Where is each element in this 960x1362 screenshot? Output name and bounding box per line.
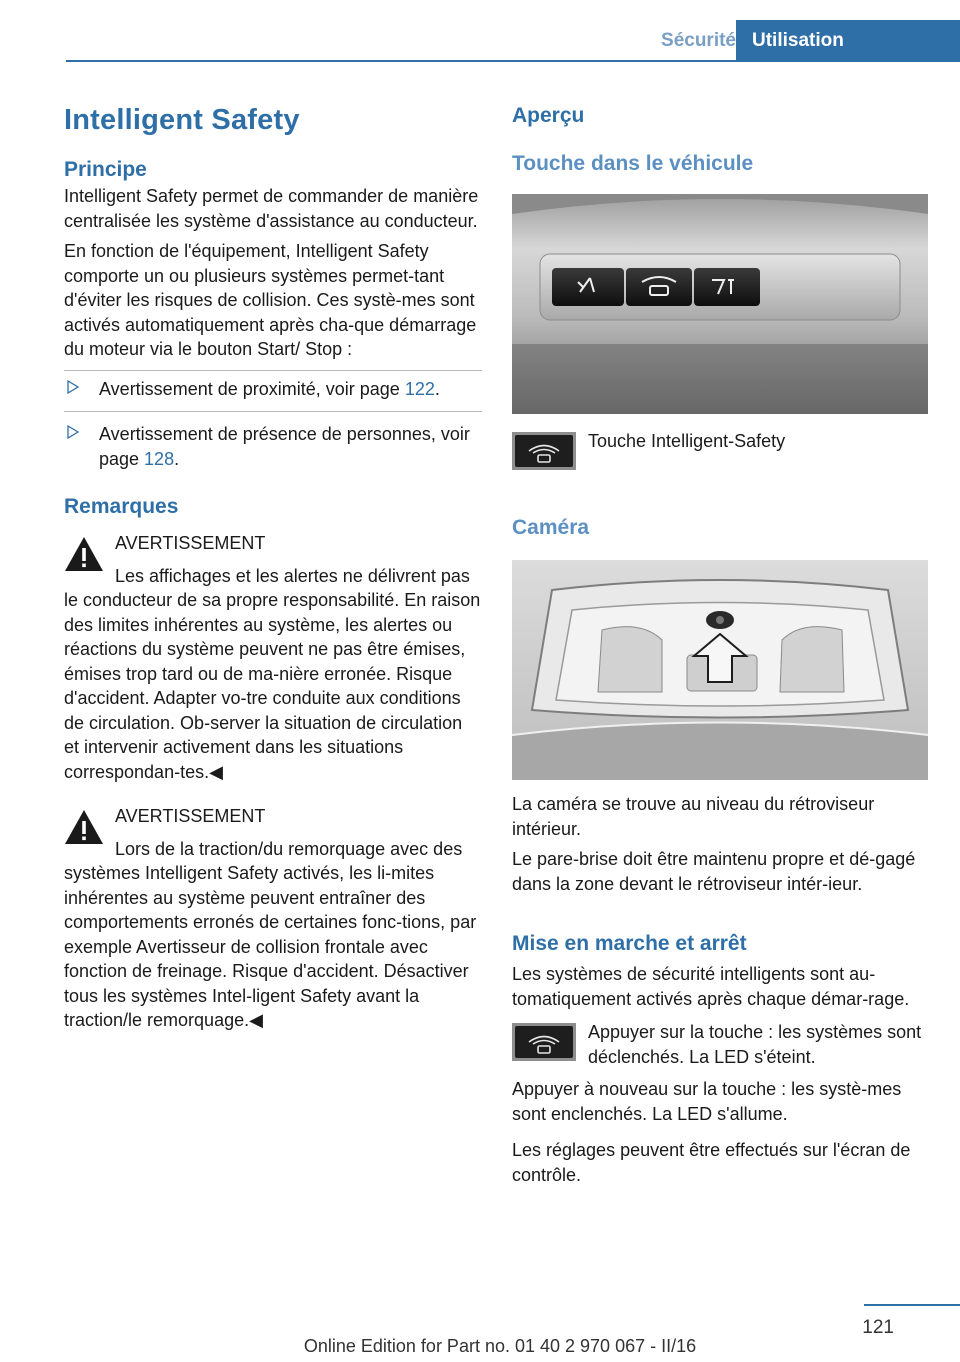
header-section-tab[interactable]: Sécurité (661, 30, 736, 51)
feature-list (64, 370, 482, 482)
overview-heading: Aperçu (512, 104, 585, 127)
onoff-paragraph-1: Les systèmes de sécurité intelligents sont au-tomatiquement activés après chaque démar-rage. (512, 964, 910, 1009)
button-heading: Touche dans le véhicule (512, 152, 754, 175)
page-number: 121 (862, 1317, 894, 1338)
warning-title: AVERTISSEMENT (115, 533, 266, 553)
onoff-heading: Mise en marche et arrêt (512, 932, 747, 955)
button-panel-image (512, 194, 928, 414)
list-item-text: Avertissement de proximité, voir page (99, 378, 405, 399)
header-chapter-tab[interactable]: Utilisation (736, 20, 960, 62)
principle-heading: Principe (64, 158, 147, 181)
edition-note: Online Edition for Part no. 01 40 2 970 067 - II/16 (303, 1336, 697, 1356)
header-rule (66, 60, 960, 62)
page-header (66, 20, 960, 62)
camera-location-image (512, 560, 928, 780)
warning-body: Lors de la traction/du remorquage avec des systèmes Intelligent Safety activés, les li-mites inhérentes au système peuvent entraîner des comportements erronés de certaines fonc-tions, par exemple Avertisseur de collision frontale avec fonction de freinage. Risque d'accident. Désactiver tous les systèmes Intel-ligent Safety avant la traction/le remorquage.◀ (64, 838, 477, 1030)
intelligent-safety-button-icon (512, 432, 576, 470)
onoff-button-caption: Appuyer sur la touche : les systèmes sont déclenchés. La LED s'éteint. (588, 1022, 922, 1067)
list-item: Avertissement de proximité, voir page 122. (64, 370, 482, 412)
left-column (64, 100, 482, 1033)
button-caption: Touche Intelligent-Safety (588, 431, 786, 451)
principle-paragraph-1: Intelligent Safety permet de commander de manière centralisée les système d'assistance au conducteur. (64, 186, 479, 231)
camera-paragraph-2: Le pare-brise doit être maintenu propre et dé-gagé dans la zone devant le rétroviseur intér-ieur. (512, 849, 916, 894)
onoff-paragraph-2: Appuyer à nouveau sur la touche : les systè-mes sont enclenchés. La LED s'allume. (512, 1079, 902, 1124)
button-legend (512, 432, 930, 470)
page-title: Intelligent Safety (64, 104, 300, 136)
warning-title: AVERTISSEMENT (115, 806, 266, 826)
warning-body: Les affichages et les alertes ne délivrent pas le conducteur de sa propre responsabilité. En raison des limites inhérentes au système, les alertes ou réactions du système peuvent ne pas être émises, émises trop tard ou de ma-nière erronée. Risque d'accident. Adapter vo-tre conduite aux conditions de circulation. Ob-server la situation de circulation et intervenir activement dans les situations correspondan-tes.◀ (64, 565, 481, 782)
principle-paragraph-2: En fonction de l'équipement, Intelligent Safety comporte un ou plusieurs systèmes permet-tant d'éviter les risques de collision. Ces systè-mes sont activés automatiquement après cha-que démarrage du moteur via le bouton Start/ Stop : (64, 241, 477, 359)
warning-triangle-icon (64, 535, 104, 573)
camera-heading: Caméra (512, 516, 590, 539)
onoff-paragraph-3: Les réglages peuvent être effectués sur l'écran de contrôle. (512, 1140, 911, 1185)
right-column (512, 100, 930, 1187)
camera-paragraph-1: La caméra se trouve au niveau du rétroviseur intérieur. (512, 794, 875, 839)
onoff-button-legend (512, 1023, 930, 1069)
page-link[interactable]: 128 (144, 448, 175, 469)
list-item: Avertissement de présence de personnes, voir page 128. (64, 411, 482, 481)
page-link[interactable]: 122 (404, 378, 435, 399)
footer-rule (864, 1304, 960, 1306)
warning-block (64, 531, 482, 784)
warning-block (64, 804, 482, 1033)
warning-triangle-icon (64, 808, 104, 846)
triangle-right-icon (66, 380, 80, 394)
triangle-right-icon (66, 425, 80, 439)
remarks-heading: Remarques (64, 495, 179, 518)
intelligent-safety-button-icon (512, 1023, 576, 1061)
list-item-text: Avertissement de présence de personnes, voir page (99, 424, 470, 469)
